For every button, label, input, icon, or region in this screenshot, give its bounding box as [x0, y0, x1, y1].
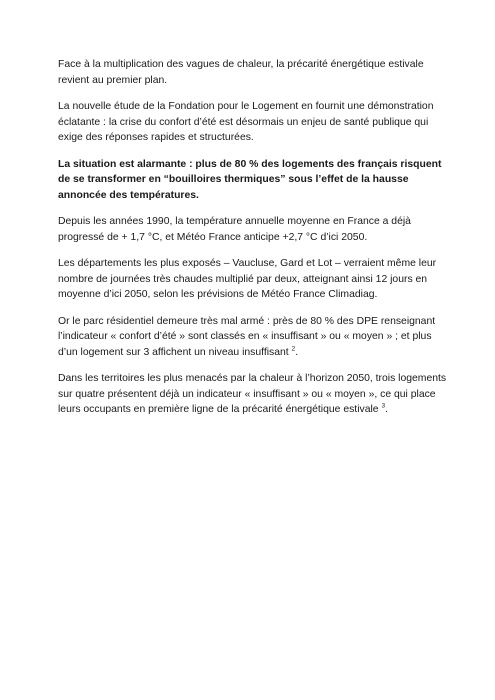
footnote-ref-2[interactable]: 2 — [291, 345, 296, 353]
paragraph-alert: La situation est alarmante : plus de 80 % des logements des français risquent de se transformer en “bouilloires thermiques” sous l’effet de la hausse annoncée des températures. — [58, 158, 442, 201]
paragraph-study: La nouvelle étude de la Fondation pour le Logement en fournit une démonstration éclatante : la crise du confort d’été est désormais un enjeu de santé publique qui exige des réponses rapides et structurées. — [58, 101, 434, 143]
paragraph-departments: Les départements les plus exposés – Vaucluse, Gard et Lot – verraient même leur nombre de journées très chaudes multiplié par deux, atteignant ainsi 12 jours en moyenne d’ici 2050, selon les prévisions de Météo France Climadiag. — [58, 258, 437, 300]
paragraph-housing-stock-end: . — [295, 346, 299, 358]
paragraph-housing-stock-text: Or le parc résidentiel demeure très mal armé : près de 80 % des DPE renseignant l’indicateur « confort d’été » sont classés en « insuffisant » ou « moyen » ; et plus d’un logement sur 3 affichent un niveau insuffisant — [58, 315, 436, 358]
paragraph-temperature: Depuis les années 1990, la température annuelle moyenne en France a déjà progressé de + 1,7 °C, et Météo France anticipe +2,7 °C d’ici 2050. — [58, 216, 411, 243]
paragraph-territories-text: Dans les territoires les plus menacés par la chaleur à l’horizon 2050, trois logements sur quatre présentent déjà un indicateur « insuffisant » ou « moyen », ce qui place leurs occupants en première ligne de la précarité énergétique estivale — [58, 373, 447, 415]
paragraph-territories — [58, 371, 448, 418]
document-body — [58, 57, 448, 429]
paragraph-intro: Face à la multiplication des vagues de chaleur, la précarité énergétique estivale revient au premier plan. — [58, 59, 424, 86]
paragraph-territories-end: . — [385, 404, 388, 415]
footnote-ref-3[interactable]: 3 — [381, 402, 386, 410]
paragraph-housing-stock — [58, 314, 448, 361]
